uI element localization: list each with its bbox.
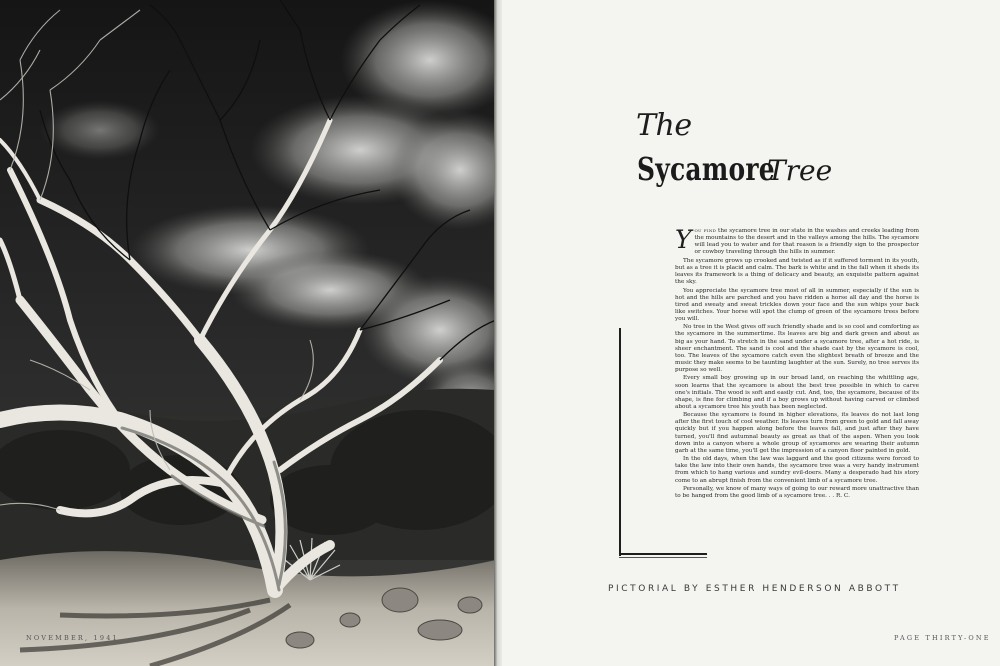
first-word-rest: ou find xyxy=(694,228,717,234)
paragraph-7: In the old days, when the law was laggard and the good citizens were forced to take the law into their own hands, the sycamore tree was a very handy instrument from which to hang various and sundry evil-doers. Many a desperado had his story come to an abrupt finish from the convenient limb of a sycamore tree. xyxy=(675,456,919,484)
paragraph-4: No tree in the West gives off such friendly shade and is so cool and comforting as the sycamore in the summertime. Its leaves are big and dark green and about as big as your hand. To stretch in the sand under a sycamore tree, after a hot ride, is sheer enchantment. The sand is cool and the shade cast by the sycamore is cool, too. The leaves of the sycamore catch even the slightest breath of breeze and the music they make seems to be taunting laughter at the sun. Surely, no tree serves its purpose so well. xyxy=(675,324,919,373)
title-the: The xyxy=(636,108,692,143)
drop-cap: Y xyxy=(675,225,692,254)
decorative-vertical-rule xyxy=(619,328,621,556)
decorative-horizontal-rule xyxy=(619,553,707,555)
article-body xyxy=(675,225,920,502)
sycamore-photograph xyxy=(0,0,496,666)
folio-date: NOVEMBER, 1941 xyxy=(26,634,119,642)
paragraph-1 xyxy=(675,225,920,256)
paragraph-2: The sycamore grows up crooked and twisted as if it suffered torment in its youth, but as a tree it is placid and calm. The bark is white and in the fall when it sheds its leaves its framework is a thing of delicacy and beauty, an exquisite pattern against the sky. xyxy=(675,257,919,286)
article-page xyxy=(502,0,1000,666)
sycamore-photo-svg xyxy=(0,0,496,666)
folio-page-number: PAGE THIRTY-ONE xyxy=(894,634,991,642)
photo-credit: PICTORIAL BY ESTHER HENDERSON ABBOTT xyxy=(608,584,901,594)
paragraph-1-text: the sycamore tree in our state in the washes and creeks leading from the mountains to the desert and in the valleys among the hills. The sycamore will lead you to water and for that reason is a friendly sign to the prospector or cowboy traveling through the hills in summer. xyxy=(694,228,920,256)
paragraph-5: Every small boy growing up in our broad land, on reaching the whittling age, soon learns that the sycamore is about the best tree possible in which to carve one's initials. The wood is soft and easily cut. And, too, the sycamore, because of its shape, is fine for climbing and if a boy grows up without having carved or climbed about a sycamore tree his youth has been neglected. xyxy=(675,375,919,410)
decorative-horizontal-rule-thin xyxy=(619,557,707,558)
paragraph-3: You appreciate the sycamore tree most of all in summer, especially if the sun is hot and the hills are parched and you have ridden a horse all day and the horse is tired and sweaty and sweat trickles down your face and the sun whips your back like switches. Your horse will spot the clump of green of the sycamore trees before you will. xyxy=(675,287,919,322)
title-sycamore: Sycamore xyxy=(637,150,775,188)
paragraph-8: Personally, we know of many ways of going to our reward more unattractive than to be hanged from the good limb of a sycamore tree. . . R. C. xyxy=(675,486,919,500)
paragraph-6: Because the sycamore is found in higher elevations, its leaves do not last long after the first touch of cool weather. Its leaves turn from green to gold and fall away quickly but if you happen along before the leaves fall, and just after they have turned, you'll find autumnal beauty as great as that of the aspen. When you look down into a canyon where a whole group of sycamores are wearing their autumn garb at the same time, you'll get the impression of a canyon floor painted in gold. xyxy=(675,412,919,454)
title-tree: Tree xyxy=(767,154,833,187)
article-title xyxy=(637,150,833,188)
